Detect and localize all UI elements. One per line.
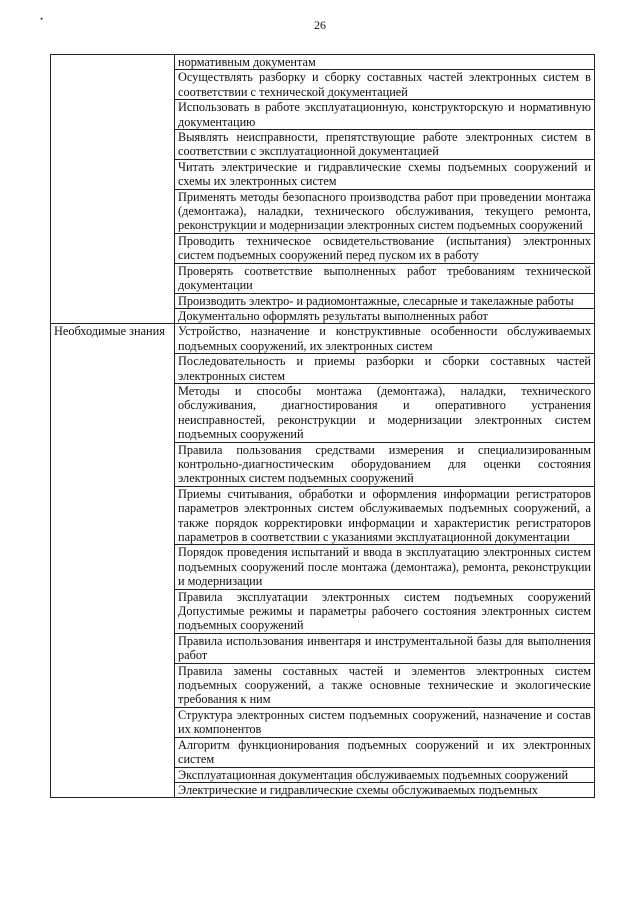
skills-item: Использовать в работе эксплуатационную, конструкторскую и нормативную документацию <box>175 100 595 130</box>
skills-item: Документально оформлять результаты выполненных работ <box>175 308 595 323</box>
requirements-table <box>50 54 595 798</box>
knowledge-item: Правила замены составных частей и элементов электронных систем подъемных сооружений, а также основные технические и экологические требования к ним <box>175 663 595 707</box>
knowledge-item: Структура электронных систем подъемных сооружений, назначение и состав их компонентов <box>175 707 595 737</box>
skills-item: Производить электро- и радиомонтажные, слесарные и такелажные работы <box>175 293 595 308</box>
knowledge-item: Методы и способы монтажа (демонтажа), наладки, технического обслуживания, диагностирования и оперативного устранения неисправностей, реконструкции и модернизации электронных систем подъемных сооружений <box>175 383 595 442</box>
knowledge-item: Последовательность и приемы разборки и сборки составных частей электронных систем <box>175 354 595 384</box>
scan-mark: • <box>40 14 44 24</box>
knowledge-item: Приемы считывания, обработки и оформления информации регистраторов параметров электронных систем обслуживаемых подъемных сооружений, а также порядок корректировки информации и характеристик регистраторов параметров в соответствии с указаниями эксплуатационной документации <box>175 486 595 545</box>
knowledge-item: Устройство, назначение и конструктивные особенности обслуживаемых подъемных сооружений, их электронных систем <box>175 324 595 354</box>
skills-item: Осуществлять разборку и сборку составных частей электронных систем в соответствии с технической документацией <box>175 70 595 100</box>
knowledge-item: Правила использования инвентаря и инструментальной базы для выполнения работ <box>175 633 595 663</box>
skills-label <box>51 55 175 324</box>
skills-item: Проводить техническое освидетельствование (испытания) электронных систем подъемных сооружений перед пуском их в работу <box>175 233 595 263</box>
table-row <box>51 55 595 70</box>
page-number: 26 <box>314 18 326 32</box>
skills-item: Проверять соответствие выполненных работ требованиям технической документации <box>175 263 595 293</box>
knowledge-item: Алгоритм функционирования подъемных сооружений и их электронных систем <box>175 737 595 767</box>
skills-item: нормативным документам <box>175 55 595 70</box>
knowledge-item: Правила эксплуатации электронных систем подъемных сооружений Допустимые режимы и параметры рабочего состояния электронных систем подъемных сооружений <box>175 589 595 633</box>
knowledge-item: Правила пользования средствами измерения и специализированным контрольно-диагностическим оборудованием для оценки состояния электронных систем подъемных сооружений <box>175 442 595 486</box>
skills-item: Выявлять неисправности, препятствующие работе электронных систем в соответствии с эксплуатационной документацией <box>175 130 595 160</box>
knowledge-item: Порядок проведения испытаний и ввода в эксплуатацию электронных систем подъемных сооружений после монтажа (демонтажа), ремонта, реконструкции и модернизации <box>175 545 595 589</box>
skills-item: Читать электрические и гидравлические схемы подъемных сооружений и схемы их электронных систем <box>175 159 595 189</box>
skills-item: Применять методы безопасного производства работ при проведении монтажа (демонтажа), наладки, технического обслуживания, текущего ремонта, реконструкции и модернизации электронных систем подъемных сооружений <box>175 189 595 233</box>
knowledge-item: Эксплуатационная документация обслуживаемых подъемных сооружений <box>175 767 595 782</box>
knowledge-item: Электрические и гидравлические схемы обслуживаемых подъемных <box>175 782 595 797</box>
knowledge-label: Необходимые знания <box>51 324 175 798</box>
table-row <box>51 324 595 354</box>
